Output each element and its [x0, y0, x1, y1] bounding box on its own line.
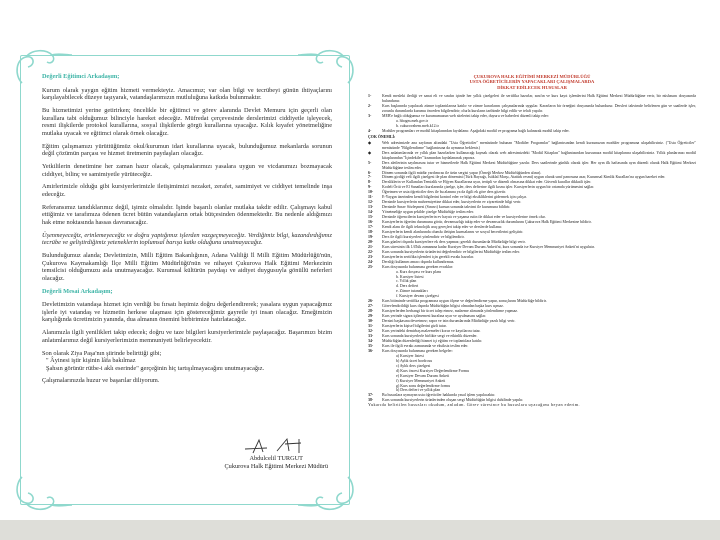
rule-text: Öğretmen ve usta öğreticiler ders ile bu alanına ya da ilgili ek göre ders gözetir. [382, 190, 506, 195]
paragraph: Alanımızla ilgili yenilikleri takip edecek; doğru ve taze bilgileri kursiyerlerimizle paylaşacağız. Başarımızı bizim anlatımlarımız değil kursiyerlerimizin memnuniyeti belirleyecektir. [42, 329, 332, 344]
paragraph: Bulunduğumuz alanda; Devletimizin, Milli Eğitim Bakanlığının, Adana Valiliği İl Milli Eğitim Müdürlüğü'nün, Çukurova Kaymakamlığı İlçe Milli Eğitim Müdürlüğü'nün ve nihayet Çukurova Halk Eğitimi Merkezinin temsilcisi olduğumuzu asla unutmayacağız. Kurumsal kültürün paydaşı ve aidiyet duygusuyla gönüllü neferleri olacağız. [42, 252, 332, 282]
note-item [368, 141, 696, 151]
rule-text: Dersinde Sınav Sözleşmesi (Sınavı) kursun sonunda takvimi ile kurumuna bildirir. [382, 205, 511, 210]
rule-number: 8- [368, 180, 372, 185]
rule-number: 10- [368, 190, 374, 195]
rule-text: Modüler programları ve modül kitaplarından faydalanır. Aşağıdaki modül ve programa bağlı kalınarak modül takip eder. [382, 128, 570, 133]
rule-text: Dersliklerin ve Kullanılan Temizlik ve Hijyen Kurallarına uyar, tertipli ve düzenli olmasına dikkat eder. Güvenli kurallar dikkatli işler. [382, 180, 592, 185]
corner-ornament-icon [12, 475, 72, 515]
note-text: Ders anlatımlarında ve yıllık plan hazırlarken kullanacağı kaynak olarak web adresimizdeki "Modül Kitapları" bağlantısından kursunuza modül kitaplarına ulaşabilirsiniz. Yıllık planlarınızı modül kitaplarından "İçindekiler" kısmından faydalanarak yapınız. [382, 150, 696, 160]
quote-line: " Âyinesi iştir kişinin lâfa bakılmaz [46, 357, 136, 365]
rule-number: 33- [368, 333, 374, 338]
rule-number: 28- [368, 309, 374, 314]
rule-subitem: h) Ders defteri ve yıllık plan [396, 388, 441, 393]
paragraph: Devletimizin vatandaşa hizmet için verdiği bu fırsatı hepimiz doğru değerlendirerek; yasalara uygun yapacağımız işlerle iyi vatandaş ve hizmetin herkese ulaşması için göstereceğimiz gayretle iyi insan olacağız. Emeğimizin karşılığında ücretimizin yanında, dua almanın önemini birbirimize hatırlatacağız. [42, 301, 332, 324]
rule-text: Kurs süresinin ilk 1/4'lük zamanına kadar Kursiyer Devam Durum Anketi'ni, kurs sonunda ise Kursiyer Memnuniyet Anketi'ni uygulatır. [382, 244, 595, 249]
rule-text: Ders aletlerinin sayılmasını tutar ve hizmetlerde Halk Eğitimi Merkezi Müdürlüğüne yazılır. Ders saatlerinde günlük olarak işler. Her ayın ilk haftasında ayın düzenli olarak Halk Eğitimi Merkezi Müdürlüğüne teslim eder. [382, 160, 696, 170]
rule-number: 18- [368, 229, 374, 234]
rule-text: Kursiyerlerin öğretim durumunu görür, devamsızlığı takip eder ve devamsızlık durumlarını Çukurova Halk Eğitimi Merkezine bildirir. [382, 220, 592, 225]
rule-number: 16- [368, 220, 374, 225]
paragraph: Amirlerimizle olduğu gibi kursiyerlerimizle iletişimimizi nezaket, zerafet, samimiyet ve ciddiyet temelinde inşa edeceğiz. [42, 183, 332, 198]
quote-line: Şahsın görünür rütbe-i aklı eserinde" gerçeğinin hiç tartışılmayacağını unutmayacağız. [46, 364, 265, 372]
rule-number: 23- [368, 254, 374, 259]
rule-text: E-Yaygın üzerinden kendi bilgilerini kontrol eder ve bilgi eksikliklerini gidermek için çalışır. [382, 195, 527, 200]
rule-text: Kursiyerlerin kişisel bilgilerini gizli tutar. [382, 324, 447, 329]
rule-text: Kurs bitiminde sertifika programına uygun ölçme ve değerlendirme yapar, sonuçlarını Müdürlüğe bildirir. [382, 299, 547, 304]
rule-subitem: f. Kursiyer devam çizelgesi [396, 294, 439, 299]
rules-page [362, 52, 702, 512]
letter-page [12, 45, 358, 515]
rule-number: 29- [368, 314, 374, 319]
rule-text: Kodeli Örtü ve El Sanatları kurslarında çizelge, işler, ders defterine ilgili kısmı işler. Kursiyerlerin uygun bir ortamda yürümesini sağlar. [382, 185, 595, 190]
rules-title [362, 74, 702, 90]
rule-number: 17- [368, 225, 374, 229]
rule-number: 6- [368, 170, 372, 175]
rule-subitem: a. hbogm.meb.gov.tr [396, 118, 429, 123]
rule-text: Kurs başlarında yapılacak zümre toplantılarına katılır ve zümre kararlarını çalışmalarında uygular. Kararların bir örneğini dosyasında bulundurur. Dersleri takvimde belirlenen gün ve saatlerde işler, zorunlu durumlarda kurumu önceden bilgilendirir; olurla kursların tarihinde bilgi edilir ve telafi yapılır. [382, 104, 696, 114]
rules-list [368, 94, 696, 408]
greeting-heading: Değerli Eğitimci Arkadaşım; [42, 73, 120, 80]
paragraph: Kurum olarak yaygın eğitim hizmeti vermekteyiz. Amacımız; var olan bilgi ve tecrübeyi günün ihtiyaçlarını karşılayabilecek düzeye taşıyarak, vatandaşlarımızın mutluluğuna katkıda bulunmaktır. [42, 86, 332, 102]
rule-text: Kurs sonunda kursiyerlerin ürünlerini değerlendirir ve bilgilerini Müdürlüğe teslim eder. [382, 249, 520, 254]
bullet-icon: ◆ [368, 150, 371, 155]
rule-number: 25- [368, 264, 374, 269]
rule-text: Yönetmeliğe uygun şekilde çizelge Müdürlüğe teslim eder. [382, 210, 474, 215]
rule-text: Dersinde kursiyerlerin mahremiyetine dikkat eder, kursiyerlerin ev ziyaretinde bilgi verir. [382, 200, 522, 205]
rule-text: Kurs sonunda kursiyerlerin ürünlerinden oluşan sergi Müdürlüğün bilgisi dahilinde yapılır. [382, 398, 524, 403]
rule-number: 35- [368, 343, 374, 348]
rule-number: 20- [368, 239, 374, 244]
rule-text: Dersinde öğrencilerin kursiyerlerin ev hayatı ve yaşama rutin ile dikkat eder ve kursiyerlerine örnek olur. [382, 215, 546, 220]
quote-intro: Son olarak Ziya Paşa'nın şiirinde belirttiği gibi; [42, 349, 162, 357]
rule-number: 9- [368, 185, 372, 190]
paragraph: Bu hizmetimizi yerine getirirken; öncelikle bir eğitimci ve görev alanında Devlet Memuru için geçerli olan kurallara tabi olduğumuz bilinciyle hareket edeceğiz. Müfredat çerçevesinde derslerimizi ciddiyetle işleyecek, resmi ilişkilerde protokol kurallarına, sosyal ilişkilerde görgü kurallarına uyacağız. Kılık kıyafet yönetmeliğine mutlaka uyacak ve eğitimci olarak örnek olacağız. [42, 106, 332, 137]
rule-number: 31- [368, 324, 374, 329]
rule-subitem: e. Zümre tutanakları [396, 289, 428, 294]
rule-text: Görevlendirildiği kurs dışında Müdürlüğün bilgisi olmadan başka kurs açmaz. [382, 304, 504, 309]
rule-item [368, 104, 696, 114]
signature-block [224, 437, 328, 470]
letter-body [42, 71, 332, 390]
rule-text: Kursiyerlerden herhangi bir ücret talep etmez, malzeme alımında yönlendirme yapmaz. [382, 309, 519, 314]
rule-item [368, 129, 696, 134]
rule-text: Kursiyerlerin sertifika işlemleri için gerekli evrakı hazırlar. [382, 254, 474, 259]
rule-subitem: c) Aylık ders çizelgesi [396, 363, 431, 368]
rule-text: Kurs dosyasında bulunması gereken belgeler: [382, 348, 453, 353]
rule-number: 34- [368, 338, 374, 343]
title-line: DİKKAT EDİLECEK HUSUSLAR [497, 84, 567, 90]
rule-number: 21- [368, 244, 374, 249]
rule-subitem: a. Kurs dosyası ve kurs planı [396, 269, 441, 274]
rule-number: 14- [368, 210, 374, 215]
rule-text: Ders ile ilgili kursiyerleri yönlendirir ve bilgilendirir. [382, 234, 465, 239]
rule-number: 7- [368, 175, 372, 180]
rule-number: 22- [368, 249, 374, 254]
closing-line: Çalışmalarınızda huzur ve başarılar diliyorum. [42, 377, 160, 385]
rule-number: 5- [368, 160, 372, 165]
rule-number: 38- [368, 398, 374, 403]
rule-subitem: b. Kursiyer listesi [396, 274, 424, 279]
rule-text: Dersini başkasına devretmez; rapor ve izin durumlarında Müdürlüğe yazılı bilgi verir. [382, 319, 516, 324]
signer-title: Çukurova Halk Eğitimi Merkezi Müdürü [224, 462, 328, 470]
rule-number: 24- [368, 259, 374, 264]
rule-text: Kurs dosyasında bulunması gereken evraklar: [382, 264, 454, 269]
rule-text: Kurs yerinde sigara içilmemesi kuralına uyar ve uyulmasını sağlar. [382, 314, 487, 319]
signature-icon [241, 437, 311, 455]
rule-text: Dersliği kullanım amacı dışında kullandırmaz. [382, 259, 455, 264]
rule-number: 13- [368, 205, 374, 210]
rule-subitem: b. cukurovahem.meb.k12.tr [396, 123, 439, 128]
title-line: ÇUKUROVA HALK EĞİTİMİ MERKEZİ MÜDÜRLÜĞÜ [473, 74, 591, 79]
rule-number: 12- [368, 200, 374, 205]
rule-number: 3- [368, 114, 372, 119]
rule-subitem: e) Kursiyer Devam Durum Anketi [396, 373, 450, 378]
rule-text: Kendi alanı ile ilgili teknolojik araç gereçleri takip eder ve derslerde kullanır. [382, 225, 503, 229]
slide-bottom-band [0, 520, 720, 540]
rule-number: 11- [368, 195, 373, 200]
rule-item [368, 161, 696, 171]
rule-item [368, 265, 696, 270]
rule-subitem: b) Aylık ücret bordrosu [396, 358, 433, 363]
declaration-line: Yukarıda belirtilen hususları okudum, anladım. Görev süresince bu hususlara uyacağımı beyan ederim. [368, 402, 580, 408]
rule-text: Kurs günleri dışında kursiyerlere ek ders yapmaz; gerekli durumlarda Müdürlüğe bilgi verir. [382, 239, 526, 244]
rule-number: 15- [368, 215, 374, 220]
rule-text: Dönem sonunda ilgili müdür yardımcısı ile ürün sergisi yapar (Örneği Merkez Müdürlüğünden alınır). [382, 170, 542, 175]
note-item [368, 151, 696, 161]
rule-subitem: f) Kursiyer Memnuniyet Anketi [396, 378, 446, 383]
rule-subitem: d. Ders defteri [396, 284, 419, 289]
rule-subitem: c. Yıllık plan [396, 279, 417, 284]
rule-text: MEB'e bağlı olduğumuz ve kurumumuzun web sitelerini takip eder, duyuru ve haberleri düzenli takip eder: [382, 114, 550, 119]
note-text: Web adresimizde ana sayfanın altındaki "Usta Öğreticiler" menüsünde bulunan "Modüler Programlar" bağlantısından kendi kursunuzun modüler programına ulaşabilirsiniz. ("Usta Öğreticiler" menüsünde "Bilgilendirme" bağlantısına da uymanız beklenir.) [382, 140, 696, 150]
signer-name: Abdulcelil TURGUT [249, 455, 304, 462]
rule-text: Kursiyerlerin kendi alanlarında olumlu iletişim kurmalarını ve sosyal becerilerini geliştirir. [382, 229, 524, 234]
title-line: USTA ÖĞRETİCİLERİN YAPACAKLARI ÇALIŞMALARDA [469, 79, 595, 85]
corner-ornament-icon [298, 475, 358, 515]
rule-text: Dönem girdiği veli ilgili çizelgesi ile plan dönemini (Türk Bayrağı, İstiklal Marşı, Atatürk resmi) uygun olarak sınıf panosuna asar, Kurumsal Kimlik Kuralları'na uygun hareket eder. [382, 175, 666, 180]
rule-number: 37- [368, 393, 374, 398]
paragraph: Yetkililerin denetimine her zaman hazır olacak, çalışmalarımızı yasalara uygun ve vicdanımızı bozmayacak ciddiyet, bilinç ve samimiyetle yürüteceğiz. [42, 162, 332, 178]
rule-subitem: d) Kurs öncesi Kursiyer Değerlendirme Formu [396, 368, 469, 373]
rule-text: Bu hususlara uymayan usta öğreticiler hakkında yasal işlem yapılacaktır. [382, 393, 496, 398]
paragraph: Eğitim çalışmamızı yürüttüğümüz okul/kurumun idari kurallarına uyacak, bulunduğumuz mekanlarda sorunun değil çözümün parçası ve hizmet üretmenin paydaşları olacağız. [42, 142, 332, 158]
rule-number: 26- [368, 299, 374, 304]
rule-number: 1- [368, 94, 372, 99]
rule-text: Kurs yerindeki demirbaş malzemeleri korur ve kayıtlarını tutar. [382, 329, 481, 334]
paragraph: Üşenmeyeceğiz, erinlemeyeceğiz ve doğru yaptığımız işlerden vazgeçmeyeceğiz. Verdiğimiz bilgi, kazandırdığımız tecrübe ve geliştirdiğimiz yeteneklerin toplumsal barışa katkı olduğunu unutmayacağız. [42, 231, 332, 247]
rule-number: 32- [368, 329, 374, 334]
rule-text: Kurs ile ilgili evrakı zamanında ve eksiksiz teslim eder. [382, 343, 469, 348]
rule-number: 30- [368, 319, 374, 324]
rule-number: 4- [368, 128, 372, 133]
greeting-heading: Değerli Mesai Arkadaşım; [42, 287, 113, 295]
rule-number: 19- [368, 234, 374, 239]
rule-number: 27- [368, 304, 374, 309]
rule-number: 36- [368, 348, 374, 353]
rule-text: Kurs sonunda kursiyerlerle birlikte sergi ve etkinlik düzenler. [382, 333, 478, 338]
paragraph: Referansımız tanıdıklarımız değil, işimiz olmalıdır. İşinde başarılı olanlar mutlaka takdir edilir. Çalışmayı kabul ettiğimiz ve tarafımıza ödenen ücret bütün vatandaşların ortak bütçesinden ödenmektedir. Bu nedenle aldığımızı hak etme noktasında hassas davranacağız. [42, 203, 332, 226]
notes-heading: ÇOK ÖNEMLİ: [368, 134, 396, 139]
rule-subitem: g) Kurs sonu değerlendirme formu [396, 383, 451, 388]
rule-subitem: a) Kursiyer listesi [396, 353, 424, 358]
rule-text: Kendi mesleki ilerliği ve sanat eli ve sınıfın içinde her yıllık çizelgeleri ile sertifika hazırlar, sınıfın ve kurs kayıt işlemlerini Halk Eğitimi Merkezi Müdürlüğüne verir, bir nüshasını dosyasında bulundurur. [382, 94, 696, 104]
bullet-icon: ◆ [368, 140, 371, 145]
rule-text: Müdürlüğün düzenlediği hizmet içi eğitim ve toplantılara katılır. [382, 338, 483, 343]
rule-item [368, 94, 696, 104]
rule-number: 2- [368, 104, 372, 109]
